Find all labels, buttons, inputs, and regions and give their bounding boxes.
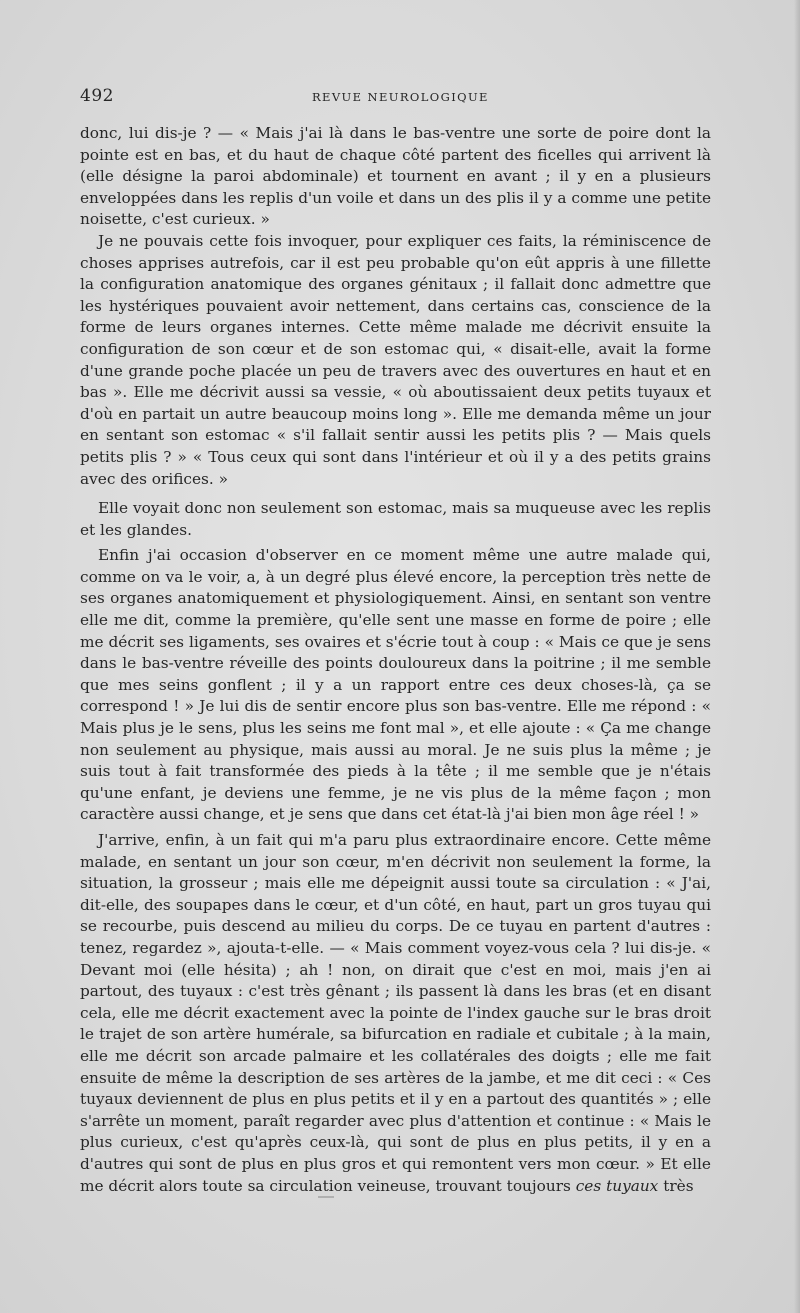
paragraph-1: donc, lui dis-je ? — « Mais j'ai là dans le bas-ventre une sorte de poire dont la pointe est en bas, et du haut de chaque côté partent des ficelles qui arrivent là (elle désigne la paroi abdominale) et tournent en avant ; il y en a plusieurs enveloppées dans les replis d'un voile et dans un des plis il y a comme une petite noisette, c'est curieux. » [80,124,711,229]
paragraph-5-tail: très [663,1176,694,1195]
italic-phrase: ces tuyaux [575,1176,659,1195]
paragraph-2: Je ne pouvais cette fois invoquer, pour expliquer ces faits, la réminiscence de choses apprises autrefois, car il est peu probable qu'on eût appris à une fillette la configuration anatomique des organes génitaux ; il fallait donc admettre que les hystériques pouvaient avoir nettement, dans certains cas, conscience de la forme de leurs organes internes. Cette même malade me décrivit ensuite la configuration de son cœur et de son estomac qui, « disait-elle, avait la forme d'une grande poche placée un peu de travers avec des ouvertures en haut et en bas ». Elle me décrivit aussi sa vessie, « où aboutissaient deux petits tuyaux et d'où en partait un autre beaucoup moins long ». Elle me demanda même un jour en sentant son estomac « s'il fallait sentir aussi les petits plis ? — Mais quels petits plis ? » « Tous ceux qui sont dans l'intérieur et où il y a des petits grains avec des orifices. » [80,231,711,488]
body-text [80,123,711,1197]
page-header [80,86,720,108]
paragraph-5 [80,830,711,1197]
page-number: 492 [80,86,114,106]
print-smudge [318,1196,334,1198]
running-title: REVUE NEUROLOGIQUE [312,90,489,104]
page-edge-shadow [794,0,800,1313]
paragraph-3: Elle voyait donc non seulement son estomac, mais sa muqueuse avec les replis et les glandes. [80,499,711,539]
paragraph-4: Enfin j'ai occasion d'observer en ce moment même une autre malade qui, comme on va le voir, a, à un degré plus élevé encore, la perception très nette de ses organes anatomiquement et physiologiquement. Ainsi, en sentant son ventre elle me dit, comme la première, qu'elle sent une masse en forme de poire ; elle me décrit ses ligaments, ses ovaires et s'écrie tout à coup : « Mais ce que je sens dans le bas-ventre réveille des points douloureux dans la poitrine ; il me semble que mes seins gonflent ; il y a un rapport entre ces deux choses-là, ça se correspond ! » Je lui dis de sentir encore plus son bas-ventre. Elle me répond : « Mais plus je le sens, plus les seins me font mal », et elle ajoute : « Ça me change non seulement au physique, mais aussi au moral. Je ne suis plus la même ; je suis tout à fait transformée des pieds à la tête ; il me semble que je n'étais qu'une enfant, je deviens une femme, je ne vis plus de la même façon ; mon caractère aussi change, et je sens que dans cet état-là j'ai bien mon âge réel ! » [80,546,711,824]
paragraph-5-text: J'arrive, enfin, à un fait qui m'a paru plus extraordinaire encore. Cette même malade, en sentant un jour son cœur, m'en décrivit non seulement la forme, la situation, la grosseur ; mais elle me dépeignit aussi toute sa circulation : « J'ai, dit-elle, des soupapes dans le cœur, et d'un côté, en haut, part un gros tuyau qui se recourbe, puis descend au milieu du corps. De ce tuyau en partent d'autres : tenez, regardez », ajouta-t-elle. — « Mais comment voyez-vous cela ? lui dis-je. « Devant moi (elle hésita) ; ah ! non, on dirait que c'est en moi, mais j'en ai partout, des tuyaux : c'est très gênant ; ils passent là dans les bras (et en disant cela, elle me décrit exactement avec la pointe de l'index gauche sur le bras droit le trajet de son artère humérale, sa bifurcation en radiale et cubitale ; à la main, elle me décrit son arcade palmaire et les collatérales des doigts ; elle me fait ensuite de même la description de ses artères de la jambe, et me dit ceci : « Ces tuyaux deviennent de plus en plus petits et il y en a partout des quantités » ; elle s'arrête un moment, paraît regarder avec plus d'attention et continue : « Mais le plus curieux, c'est qu'après ceux-là, qui sont de plus en plus petits, il y en a d'autres qui sont de plus en plus gros et qui remontent vers mon cœur. » Et elle me décrit alors toute sa circulation veineuse, trouvant toujours [80,831,711,1195]
